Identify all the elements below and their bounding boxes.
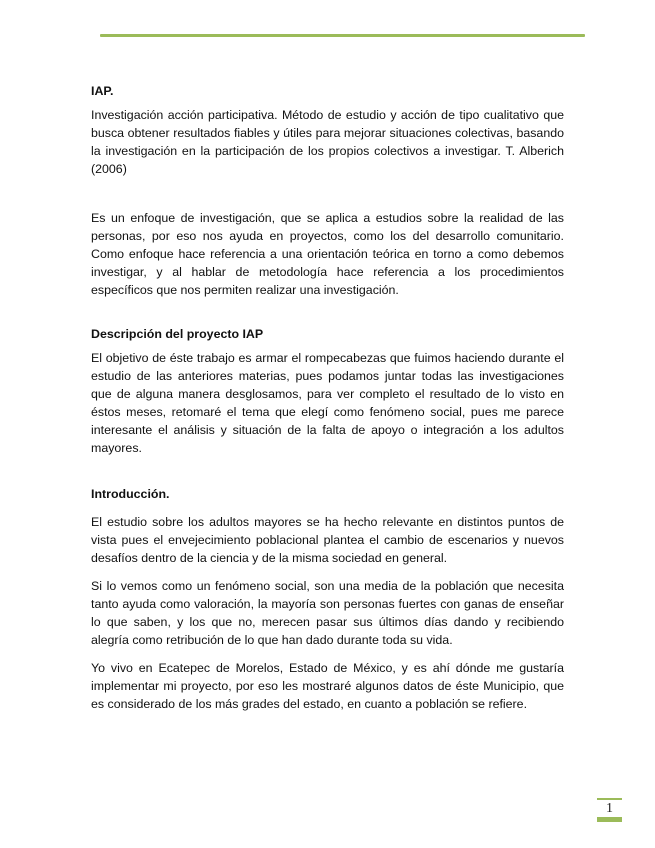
introduction-paragraph-2: Si lo vemos como un fenómeno social, son una media de la población que necesita tanto ayuda como valoración, la mayoría son personas fuertes con ganas de enseñar lo que saben, y los que no, merecen pasar sus últimos días dando y recibiendo alegría como retribución de lo que han dado durante toda su vida. xyxy=(91,579,564,647)
introduction-heading: Introducción. xyxy=(91,487,170,501)
introduction-paragraph-1: El estudio sobre los adultos mayores se ha hecho relevante en distintos puntos de vista pues el envejecimiento poblacional plantea el cambio de escenarios y nuevos desafíos dentro de la ciencia y de la misma sociedad en general. xyxy=(91,515,564,565)
iap-definition-paragraph: Investigación acción participativa. Método de estudio y acción de tipo cualitativo que busca obtener resultados fiables y útiles para mejorar situaciones colectivas, basando la investigación en la participación de los propios colectivos a investigar. T. Alberich (2006) xyxy=(91,108,564,176)
page-number-bottom-bar xyxy=(597,817,622,822)
iap-approach-paragraph: Es un enfoque de investigación, que se aplica a estudios sobre la realidad de las personas, por eso nos ayuda en proyectos, como los del desarrollo comunitario. Como enfoque hace referencia a una orientación teórica en torno a como debemos investigar, y al hablar de metodología hace referencia a los procedimientos específicos que nos permiten realizar una investigación. xyxy=(91,211,564,297)
iap-heading: IAP. xyxy=(91,84,114,98)
description-paragraph: El objetivo de éste trabajo es armar el rompecabezas que fuimos haciendo durante el estudio de las anteriores materias, pues podamos juntar todas las investigaciones que de alguna manera desglosamos, para ver completo el resultado de lo visto en éstos meses, retomaré el tema que elegí como fenómeno social, pues me parece interesante el análisis y situación de la falta de apoyo o integración a los adultos mayores. xyxy=(91,351,564,455)
page-number-box xyxy=(597,798,622,822)
page-number-top-rule xyxy=(597,798,622,800)
description-heading: Descripción del proyecto IAP xyxy=(91,327,264,341)
introduction-paragraph-3: Yo vivo en Ecatepec de Morelos, Estado de México, y es ahí dónde me gustaría implementar mi proyecto, por eso les mostraré algunos datos de éste Municipio, que es considerado de los más grades del estado, en cuanto a población se refiere. xyxy=(91,661,564,711)
page-number: 1 xyxy=(606,801,613,816)
document-body xyxy=(91,82,564,713)
header-rule xyxy=(100,34,585,37)
